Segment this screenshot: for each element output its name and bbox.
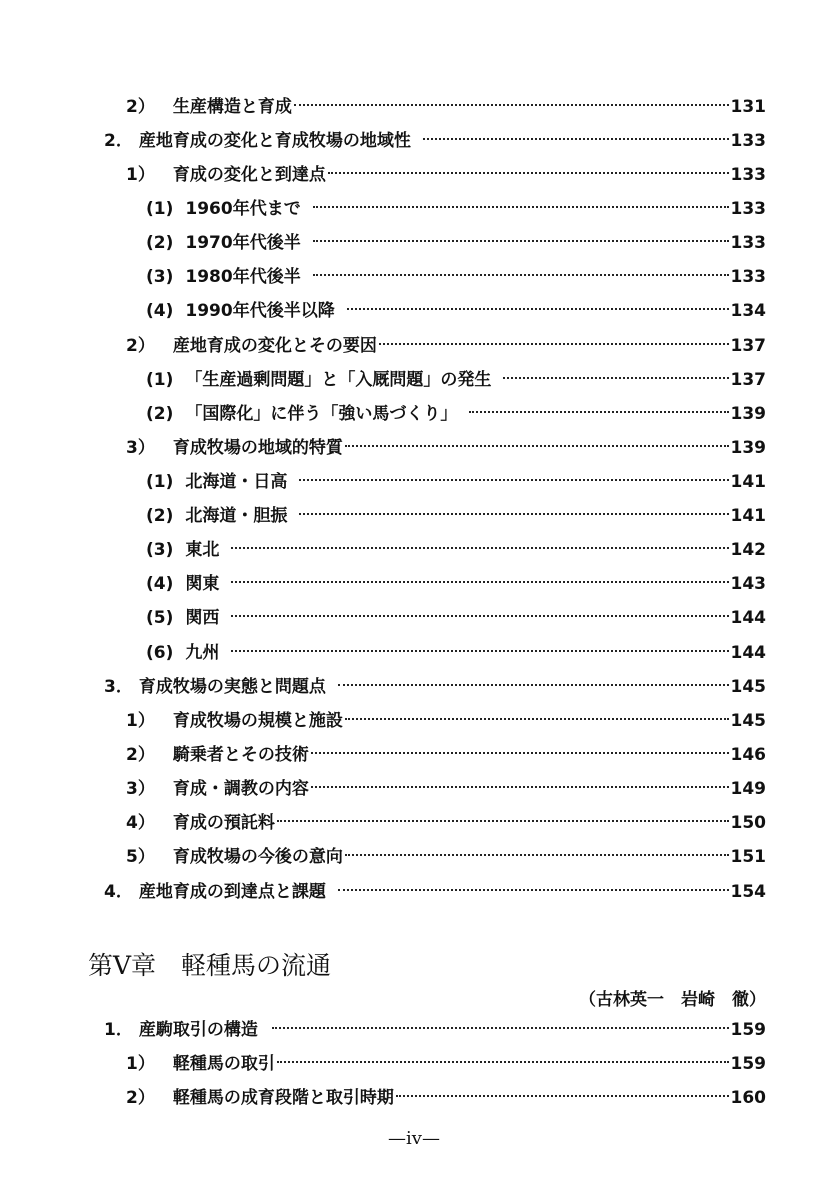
dot-leader [231,650,728,652]
toc-entry [126,1049,766,1079]
entry-title: 育成の預託料 [172,813,275,833]
entry-number: 2． [104,131,133,151]
entry-number: (2) [146,404,174,424]
toc-entry [146,194,766,224]
entry-number: (5) [146,608,174,628]
dot-leader [313,206,729,208]
entry-number: 2） [126,1088,155,1108]
dot-leader [345,445,729,447]
entry-page: 133 [730,233,766,253]
entry-page: 146 [730,745,766,765]
entry-title: 北海道・胆振 [185,506,288,526]
entry-page: 141 [730,506,766,526]
dot-leader [396,1095,729,1097]
entry-title: 「生産過剰問題」と「入厩問題」の発生 [185,370,492,390]
dot-leader [379,343,729,345]
toc-entry [146,467,766,497]
dot-leader [345,854,729,856]
toc-entry [104,1015,766,1045]
dot-leader [423,138,729,140]
entry-number: 3） [126,779,155,799]
entry-page: 133 [730,199,766,219]
entry-title: 北海道・日高 [185,472,288,492]
entry-page: 159 [730,1054,766,1074]
dot-leader [277,1061,729,1063]
entry-number: 1） [126,165,155,185]
entry-number: (6) [146,643,174,663]
entry-title: 生産構造と育成 [172,97,292,117]
entry-page: 142 [730,540,766,560]
entry-page: 145 [730,711,766,731]
dot-leader [347,308,729,310]
entry-page: 134 [730,301,766,321]
entry-title: 1970年代後半 [185,233,301,253]
entry-title: 「国際化」に伴う「強い馬づくり」 [185,404,458,424]
entry-page: 143 [730,574,766,594]
dot-leader [231,547,728,549]
entry-title: 東北 [185,540,220,560]
entry-number: (1) [146,472,174,492]
entry-number: 1） [126,1054,155,1074]
chapter-heading: 第Ⅴ章 軽種馬の流通 [88,951,332,980]
entry-number: (2) [146,506,174,526]
entry-title: 関西 [185,608,220,628]
entry-title: 関東 [185,574,220,594]
toc-entry [126,92,766,122]
entry-number: (3) [146,267,174,287]
dot-leader [294,104,729,106]
entry-title: 育成の変化と到達点 [172,165,326,185]
entry-page: 133 [730,267,766,287]
entry-page: 137 [730,336,766,356]
entry-page: 151 [730,847,766,867]
entry-page: 141 [730,472,766,492]
entry-number: (1) [146,370,174,390]
dot-leader [299,513,728,515]
dot-leader [313,274,729,276]
toc-entry [146,399,766,429]
entry-page: 133 [730,131,766,151]
toc-entry [126,160,766,190]
entry-page: 149 [730,779,766,799]
toc-entry [104,126,766,156]
entry-page: 154 [730,882,766,902]
entry-title: 育成牧場の規模と施設 [172,711,343,731]
page-number: —iv— [388,1128,440,1149]
toc-entry [146,638,766,668]
toc-entry [146,296,766,326]
toc-entry [146,603,766,633]
entry-number: 5） [126,847,155,867]
entry-title: 育成牧場の地域的特質 [172,438,343,458]
entry-page: 159 [730,1020,766,1040]
toc-entry [126,808,766,838]
toc-entry [146,228,766,258]
toc-entry [146,535,766,565]
dot-leader [311,752,729,754]
dot-leader [272,1027,729,1029]
entry-title: 九州 [185,643,220,663]
entry-title: 産地育成の到達点と課題 [138,882,326,902]
entry-page: 131 [730,97,766,117]
entry-number: 1． [104,1020,133,1040]
entry-title: 軽種馬の取引 [172,1054,275,1074]
dot-leader [503,377,728,379]
entry-page: 139 [730,404,766,424]
entry-title: 育成牧場の今後の意向 [172,847,343,867]
entry-title: 育成牧場の実態と問題点 [138,677,326,697]
toc-entry [146,569,766,599]
entry-page: 150 [730,813,766,833]
entry-number: 1） [126,711,155,731]
entry-title: 騎乗者とその技術 [172,745,309,765]
toc-entry [126,1083,766,1113]
toc-entry [146,262,766,292]
entry-number: 2） [126,97,155,117]
entry-number: 4） [126,813,155,833]
dot-leader [277,820,729,822]
dot-leader [328,172,729,174]
entry-page: 144 [730,643,766,663]
entry-page: 145 [730,677,766,697]
toc-entry [126,433,766,463]
toc-entry [126,706,766,736]
toc-entry [104,672,766,702]
entry-title: 産駒取引の構造 [138,1020,258,1040]
entry-title: 軽種馬の成育段階と取引時期 [172,1088,394,1108]
dot-leader [231,581,728,583]
toc-entry [104,877,766,907]
entry-number: (4) [146,301,174,321]
entry-number: (2) [146,233,174,253]
toc-entry [126,740,766,770]
chapter-authors: （古林英一 岩崎 徹） [579,990,766,1010]
entry-number: 3） [126,438,155,458]
entry-title: 産地育成の変化とその要因 [172,336,377,356]
dot-leader [231,615,728,617]
entry-number: (1) [146,199,174,219]
dot-leader [299,479,728,481]
entry-title: 育成・調教の内容 [172,779,309,799]
entry-title: 1980年代後半 [185,267,301,287]
toc-entry [146,501,766,531]
dot-leader [338,889,729,891]
entry-number: 2） [126,336,155,356]
entry-number: 4． [104,882,133,902]
entry-page: 137 [730,370,766,390]
entry-page: 144 [730,608,766,628]
dot-leader [311,786,729,788]
entry-number: 2） [126,745,155,765]
entry-page: 133 [730,165,766,185]
entry-number: (4) [146,574,174,594]
toc-entry [126,774,766,804]
entry-page: 139 [730,438,766,458]
entry-page: 160 [730,1088,766,1108]
entry-title: 1990年代後半以降 [185,301,335,321]
dot-leader [313,240,729,242]
entry-number: (3) [146,540,174,560]
dot-leader [338,684,729,686]
dot-leader [469,411,728,413]
toc-entry [126,842,766,872]
dot-leader [345,718,729,720]
toc-entry [146,365,766,395]
toc-entry [126,331,766,361]
entry-number: 3． [104,677,133,697]
entry-title: 1960年代まで [185,199,301,219]
entry-title: 産地育成の変化と育成牧場の地域性 [138,131,411,151]
